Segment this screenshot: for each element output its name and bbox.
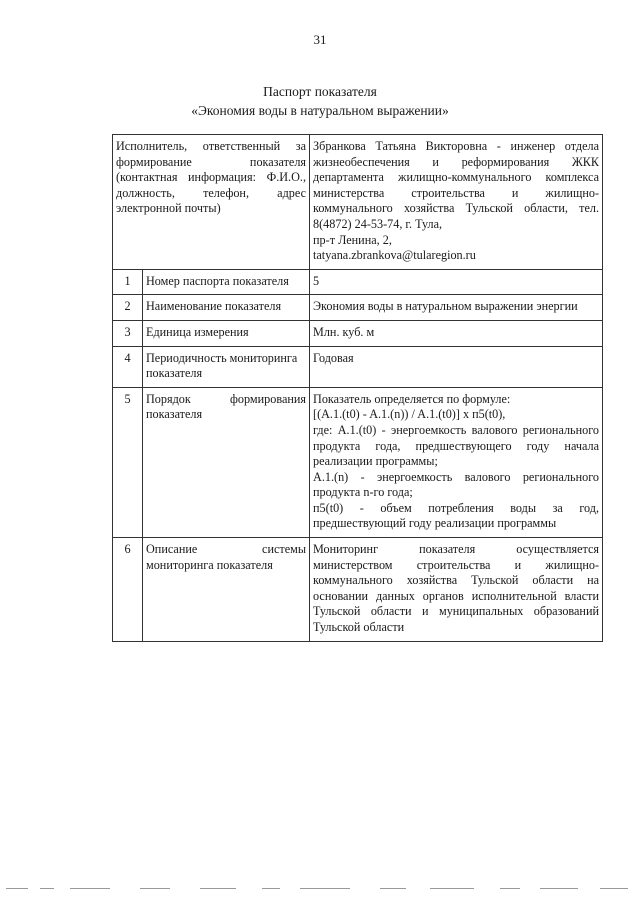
table-row xyxy=(113,538,603,642)
row-number: 6 xyxy=(113,538,143,642)
table-row-executor xyxy=(113,135,603,270)
table-row xyxy=(113,320,603,346)
indicator-passport-table xyxy=(112,134,603,642)
row-name: Номер паспорта показателя xyxy=(143,269,310,295)
formula-line: п5(t0) - объем потребления воды за год, предшествующий году реализации программы xyxy=(313,500,600,531)
row-value: Годовая xyxy=(310,346,603,387)
row-name: Порядок формирования показателя xyxy=(143,387,310,537)
title-line-1: Паспорт показателя xyxy=(263,84,377,99)
title-line-2: «Экономия воды в натуральном выражении» xyxy=(191,103,449,118)
executor-value-cell xyxy=(310,135,603,270)
row-number: 5 xyxy=(113,387,143,537)
row-number: 2 xyxy=(113,295,143,321)
table-row xyxy=(113,295,603,321)
row-value: Млн. куб. м xyxy=(310,320,603,346)
row-name: Описание системы мониторинга показателя xyxy=(143,538,310,642)
table-row xyxy=(113,269,603,295)
row-value: Мониторинг показателя осуществляется министерством строительства и жилищно-коммунального хозяйства Тульской области на основании данных органов исполнительной власти Тульской области и муниципальных образований Тульской области xyxy=(310,538,603,642)
executor-email: tatyana.zbrankova@tularegion.ru xyxy=(313,248,476,263)
executor-label-cell: Исполнитель, ответственный за формирование показателя (контактная информация: Ф.И.О., должность, телефон, адрес электронной почты) xyxy=(113,135,310,270)
row-value-formula xyxy=(310,387,603,537)
formula-line: [(A.1.(t0) - A.1.(n)) / A.1.(t0)] x п5(t0), xyxy=(313,407,506,422)
scan-artifact-line xyxy=(0,888,640,890)
row-value: 5 xyxy=(310,269,603,295)
row-name: Наименование показателя xyxy=(143,295,310,321)
row-number: 4 xyxy=(113,346,143,387)
document-title xyxy=(0,82,640,120)
table-row xyxy=(113,346,603,387)
row-number: 3 xyxy=(113,320,143,346)
executor-value-line: Збранкова Татьяна Викторовна - инженер отдела жизнеобеспечения и реформирования ЖКК департамента жилищно-коммунального комплекса министерства строительства и жилищно-коммунального хозяйства Тульской области, тел. 8(4872) 24-53-74, г. Тула, xyxy=(313,139,600,231)
table-row xyxy=(113,387,603,537)
page-number: 31 xyxy=(313,32,327,47)
row-value: Экономия воды в натуральном выражении энергии xyxy=(310,295,603,321)
formula-line: Показатель определяется по формуле: xyxy=(313,391,511,406)
row-number: 1 xyxy=(113,269,143,295)
row-name: Периодичность мониторинга показателя xyxy=(143,346,310,387)
row-name: Единица измерения xyxy=(143,320,310,346)
executor-value-line: пр-т Ленина, 2, xyxy=(313,232,392,247)
formula-line: где: A.1.(t0) - энергоемкость валового регионального продукта года, предшествующего году начала реализации программы; xyxy=(313,422,600,469)
formula-line: A.1.(n) - энергоемкость валового регионального продукта n-го года; xyxy=(313,469,600,500)
